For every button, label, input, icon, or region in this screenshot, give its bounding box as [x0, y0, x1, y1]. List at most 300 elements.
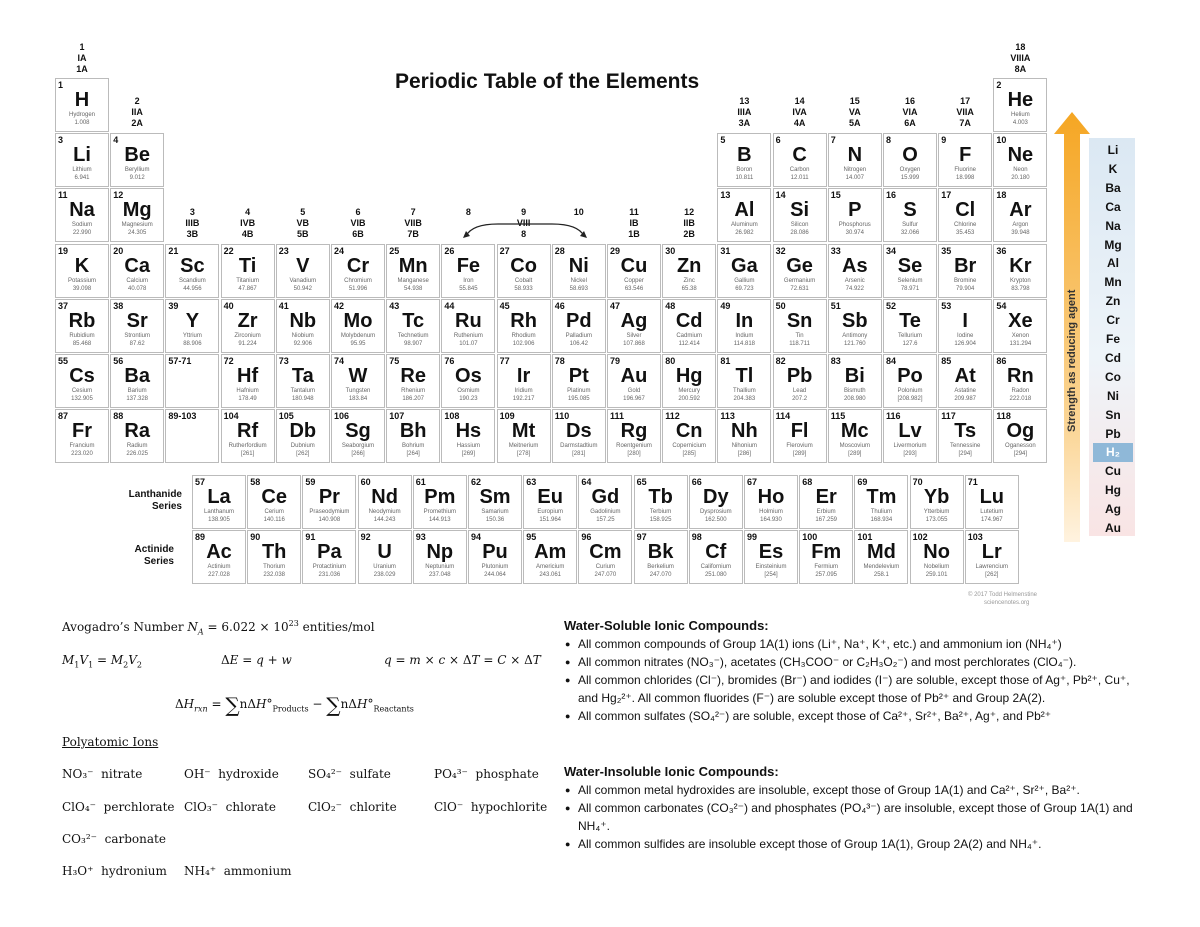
atomic-number: 54 [996, 300, 1007, 311]
element-symbol: Er [815, 486, 837, 508]
element-Al [717, 188, 771, 242]
activity-item-Li: Li [1107, 143, 1119, 157]
group-header-11 [609, 207, 659, 240]
element-name: Lawrencium [975, 564, 1008, 570]
element-symbol: No [923, 541, 950, 563]
atomic-mass: 6.941 [74, 175, 90, 182]
element-Rn [993, 354, 1047, 408]
atomic-mass: 247.070 [649, 572, 672, 578]
element-Ba [110, 354, 164, 408]
soluble-heading: Water-Soluble Ionic Compounds: [564, 618, 769, 633]
element-V [276, 244, 330, 298]
element-name: Iridium [514, 388, 533, 394]
atomic-mass: 28.086 [790, 230, 809, 237]
atomic-mass: 85.468 [72, 340, 92, 347]
atomic-mass: 178.49 [238, 396, 257, 402]
element-La [192, 475, 246, 529]
element-Ga [717, 244, 771, 298]
element-symbol: Na [69, 199, 95, 222]
activity-item-Ag: Ag [1105, 502, 1121, 517]
element-Og [993, 409, 1047, 463]
element-symbol: Tb [648, 486, 673, 508]
atomic-number: 51 [830, 300, 841, 311]
element-name: Rutherfordium [228, 443, 267, 450]
element-name: Roentgenium [616, 443, 652, 450]
atomic-mass: 186.207 [402, 396, 425, 402]
atomic-number: 65 [636, 477, 647, 487]
element-Rf [221, 409, 275, 463]
element-name: Technetium [397, 332, 429, 339]
atomic-mass: [262] [985, 572, 999, 578]
element-name: Phosphorus [838, 222, 871, 229]
atomic-mass: 72.631 [790, 285, 809, 292]
atomic-number: 85 [941, 356, 952, 366]
group-header-line: 5B [297, 229, 309, 239]
ion-name: chlorate [225, 800, 276, 814]
atomic-mass: 174.967 [980, 517, 1003, 523]
atomic-mass: [261] [240, 451, 255, 458]
polyatomic-ion [184, 800, 276, 814]
atomic-number: 84 [886, 356, 897, 366]
element-Ds [552, 409, 606, 463]
element-name: Neodymium [368, 509, 401, 515]
element-symbol: Nh [731, 420, 758, 443]
element-symbol: Fr [72, 420, 92, 443]
element-name: Nitrogen [843, 167, 867, 174]
element-name: Berkelium [647, 564, 674, 570]
atomic-mass: 63.546 [624, 285, 644, 292]
atomic-number: 16 [886, 190, 897, 201]
element-S [883, 188, 937, 242]
group-header-line: 1 [79, 42, 85, 52]
atomic-mass: 126.904 [954, 340, 977, 347]
atomic-mass: 138.905 [208, 517, 230, 523]
polyatomic-ion [62, 767, 142, 781]
activity-item-Hg: Hg [1105, 483, 1121, 498]
atomic-number: 22 [223, 245, 234, 256]
element-F [938, 133, 992, 187]
element-name: Niobium [291, 332, 314, 339]
element-Tb [634, 475, 688, 529]
atomic-mass: 200.592 [678, 396, 701, 402]
atomic-number: 18 [996, 190, 1007, 201]
atomic-number: 58 [250, 477, 261, 487]
element-name: Hafnium [236, 388, 259, 394]
group-header-3 [167, 207, 217, 240]
element-name: Beryllium [124, 167, 150, 174]
group-header-line: 5A [849, 118, 861, 128]
element-name: Einsteinium [755, 564, 787, 570]
atomic-number: 105 [278, 411, 294, 422]
insoluble-heading: Water-Insoluble Ionic Compounds: [564, 764, 779, 779]
element-symbol: Os [455, 365, 482, 387]
atomic-mass: 30.974 [845, 230, 864, 237]
element-Cf [689, 530, 743, 584]
atomic-number: 46 [554, 300, 565, 311]
group-header-line: VIIIA [1010, 53, 1031, 63]
group-header-line: IIIB [185, 218, 200, 228]
element-name: Platinum [567, 388, 591, 394]
element-name: Indium [735, 332, 754, 339]
element-name: Radon [1011, 388, 1030, 394]
atomic-mass: 238.029 [373, 572, 396, 578]
atomic-mass: 121.760 [843, 340, 866, 347]
element-name: Nobelium [923, 564, 950, 570]
element-Cn [662, 409, 716, 463]
element-Cr [331, 244, 385, 298]
element-symbol: Gd [591, 486, 620, 508]
element-symbol: Te [899, 309, 921, 332]
atomic-number: 23 [278, 245, 289, 256]
element-symbol: Yb [923, 486, 950, 508]
atomic-mass: 58.693 [569, 285, 588, 292]
atomic-number: 26 [444, 245, 455, 256]
actinide-series-label: Actinide Series [134, 544, 174, 567]
element-name: Mendelevium [863, 564, 900, 570]
element-Es [744, 530, 798, 584]
atomic-number: 47 [610, 300, 621, 311]
polyatomic-heading: Polyatomic Ions [62, 735, 159, 749]
element-Zn [662, 244, 716, 298]
atomic-number: 11 [58, 190, 68, 201]
atomic-number: 39 [168, 300, 179, 311]
element-symbol: Mg [122, 199, 152, 222]
element-Mn [386, 244, 440, 298]
atomic-mass: 22.990 [72, 230, 92, 237]
element-name: Iron [463, 277, 474, 284]
atomic-number: 1 [58, 80, 64, 90]
element-symbol: Ne [1007, 144, 1034, 167]
atomic-number: 88 [113, 411, 124, 422]
element-N [828, 133, 882, 187]
atomic-mass: 237.048 [428, 572, 451, 578]
atomic-number: 60 [360, 477, 371, 487]
atomic-mass: 74.922 [845, 285, 864, 292]
element-name: Gold [627, 388, 641, 394]
element-name: Thallium [733, 388, 756, 394]
atomic-number: 19 [58, 245, 69, 256]
element-symbol: Au [620, 365, 648, 387]
atomic-number: 32 [775, 245, 786, 256]
group-header-line: 14 [794, 96, 805, 106]
element-symbol: Ho [757, 486, 785, 508]
ion-name: nitrate [101, 767, 143, 781]
element-symbol: Bh [399, 420, 427, 443]
element-name: Tin [795, 332, 804, 339]
element-name: Chlorine [954, 222, 977, 229]
group-header-17 [940, 96, 990, 129]
element-Nb [276, 299, 330, 353]
atomic-mass: 79.904 [956, 285, 975, 292]
element-Sn [773, 299, 827, 353]
element-symbol: V [296, 254, 310, 277]
atomic-number: 101 [857, 532, 873, 542]
element-Eu [523, 475, 577, 529]
group-header-4 [223, 207, 273, 240]
element-name: Xenon [1011, 332, 1030, 339]
element-name: Nihonium [731, 443, 758, 450]
element-name: Plutonium [481, 564, 509, 570]
activity-item-Ni: Ni [1107, 388, 1119, 403]
element-Ac [192, 530, 246, 584]
element-symbol: Lr [981, 541, 1002, 563]
group-header-line: 3 [189, 207, 195, 217]
group-header-line: VB [296, 218, 310, 228]
element-symbol: Rb [68, 309, 96, 332]
element-symbol: Bi [844, 365, 865, 387]
atomic-number: 73 [278, 356, 289, 366]
group-header-line: VIIB [404, 218, 422, 228]
element-symbol: Zn [676, 254, 702, 277]
atomic-mass: 190.23 [459, 396, 478, 402]
soluble-rule: ● All common compounds of Group 1A(1) ions (Li⁺, Na⁺, K⁺, etc.) and ammonium ion (NH₄⁺) [578, 635, 1134, 653]
element-Tm [854, 475, 908, 529]
element-name: Molybdenum [340, 332, 376, 339]
element-name: Dysprosium [699, 509, 732, 515]
element-symbol: Ca [124, 254, 150, 277]
ion-name: sulfate [349, 767, 391, 781]
element-symbol: Ce [261, 486, 287, 508]
atomic-number: 21 [168, 245, 179, 256]
element-name: Magnesium [121, 222, 153, 229]
atomic-mass: 65.38 [681, 285, 697, 292]
element-name: Bohrium [402, 443, 425, 450]
atomic-number: 95 [526, 532, 537, 542]
activity-item-Na: Na [1105, 218, 1121, 233]
group-header-line: 16 [904, 96, 915, 106]
polyatomic-ion [62, 800, 175, 814]
element-name: Fluorine [954, 167, 977, 174]
group-header-line: 13 [739, 96, 750, 106]
element-name: Gallium [734, 277, 755, 284]
ion-name: hydronium [101, 864, 167, 878]
element-name: Mercury [678, 388, 701, 394]
group-header-7 [388, 207, 438, 240]
element-symbol: Am [534, 541, 567, 563]
atomic-number: 59 [305, 477, 316, 487]
atomic-number: 103 [967, 532, 983, 542]
atomic-number: 70 [912, 477, 923, 487]
element-name: Tungsten [345, 388, 371, 394]
atomic-number: 9 [941, 135, 947, 146]
atomic-number: 36 [996, 245, 1007, 256]
group-header-line: VIB [350, 218, 366, 228]
element-Md [854, 530, 908, 584]
element-name: Calcium [126, 277, 149, 284]
atomic-mass: 140.908 [318, 517, 341, 523]
element-name: Radium [126, 443, 148, 450]
atomic-number: 72 [223, 356, 234, 366]
element-symbol: Ba [124, 365, 150, 387]
element-symbol: Cl [955, 199, 976, 222]
element-Er [799, 475, 853, 529]
element-symbol: Tm [866, 486, 897, 508]
element-Sb [828, 299, 882, 353]
element-name: Cadmium [676, 332, 703, 339]
atomic-number: 40 [223, 300, 234, 311]
atomic-mass: 10.811 [735, 175, 754, 182]
soluble-rule: ● All common sulfates (SO₄²⁻) are soluble, except those of Ca²⁺, Sr²⁺, Ba²⁺, Ag⁺, and Pb²⁺ [578, 707, 1134, 725]
element-symbol: B [737, 144, 752, 167]
element-name: Zinc [683, 277, 695, 284]
group-header-12 [664, 207, 714, 240]
element-name: Seaborgium [341, 443, 375, 450]
atomic-mass: 87.62 [129, 340, 145, 347]
element-symbol: Og [1006, 420, 1035, 443]
soluble-rules [564, 618, 1134, 725]
element-Gd [578, 475, 632, 529]
element-symbol: Se [897, 254, 923, 277]
element-symbol: Ra [124, 420, 150, 443]
activity-item-Cu: Cu [1105, 464, 1121, 479]
element-Pu [468, 530, 522, 584]
atomic-mass: 4.003 [1012, 120, 1028, 126]
atomic-number: 27 [499, 245, 510, 256]
polyatomic-ion [184, 864, 292, 878]
dilution-equation: $M_1V_1 = M_2V_2$ [62, 653, 142, 670]
atomic-number: 12 [113, 190, 124, 201]
atomic-number: 64 [581, 477, 592, 487]
element-name: Barium [127, 388, 147, 394]
group-header-line: 2 [134, 96, 140, 106]
element-Te [883, 299, 937, 353]
atomic-number: 34 [886, 245, 897, 256]
element-symbol: Lu [979, 486, 1005, 508]
element-symbol: I [962, 309, 968, 332]
atomic-number: 38 [113, 300, 124, 311]
placeholder-range: 89-103 [168, 411, 197, 422]
atomic-mass: [278] [516, 451, 531, 458]
group-header-line: 6A [904, 118, 916, 128]
group-header-16 [885, 96, 935, 129]
atomic-number: 5 [720, 135, 726, 146]
atomic-mass: 26.982 [735, 230, 754, 237]
element-Bi [828, 354, 882, 408]
element-symbol: Bk [647, 541, 674, 563]
atomic-number: 80 [665, 356, 676, 366]
element-name: Yttrium [182, 332, 202, 339]
atomic-mass: 144.243 [373, 517, 396, 523]
element-symbol: Pm [424, 486, 456, 508]
element-Li [55, 133, 109, 187]
atomic-number: 63 [526, 477, 537, 487]
element-H [55, 78, 109, 132]
element-Dy [689, 475, 743, 529]
atomic-mass: 226.025 [126, 451, 149, 458]
element-Fl [773, 409, 827, 463]
ion-formula: ClO₂⁻ [308, 800, 343, 814]
element-Kr [993, 244, 1047, 298]
atomic-number: 7 [830, 135, 836, 146]
atomic-number: 33 [830, 245, 841, 256]
group-header-line: IA [77, 53, 87, 63]
element-symbol: Ds [566, 420, 592, 443]
atomic-number: 75 [389, 356, 400, 366]
element-Pd [552, 299, 606, 353]
element-name: Aluminum [731, 222, 758, 229]
element-symbol: Sr [126, 309, 148, 332]
element-symbol: Pr [318, 486, 340, 508]
group-header-14 [775, 96, 825, 129]
atomic-number: 8 [886, 135, 892, 146]
atomic-number: 81 [720, 356, 731, 366]
atomic-number: 94 [471, 532, 482, 542]
element-symbol: F [959, 144, 972, 167]
element-symbol: Ni [568, 254, 589, 277]
element-Cd [662, 299, 716, 353]
atomic-number: 106 [334, 411, 350, 422]
element-name: Helium [1011, 112, 1030, 118]
element-name: Palladium [565, 332, 592, 339]
element-name: Lead [792, 388, 807, 394]
atomic-mass: [264] [406, 451, 420, 458]
atomic-mass: 50.942 [293, 285, 312, 292]
element-symbol: Co [510, 254, 537, 277]
element-name: Sulfur [902, 222, 918, 229]
element-name: Strontium [124, 332, 151, 339]
group-header-line: 10 [573, 207, 584, 217]
element-Ni [552, 244, 606, 298]
atomic-mass: 9.012 [129, 175, 145, 182]
atomic-number: 97 [636, 532, 647, 542]
element-symbol: Kr [1009, 254, 1032, 277]
element-symbol: At [954, 365, 976, 387]
element-symbol: Re [400, 365, 426, 387]
atomic-number: 100 [802, 532, 818, 542]
atomic-mass: 107.868 [623, 340, 645, 347]
atomic-number: 31 [720, 245, 731, 256]
group-header-6 [333, 207, 383, 240]
atomic-number: 104 [223, 411, 239, 422]
ion-formula: PO₄³⁻ [434, 767, 468, 781]
element-name: Rubidium [69, 332, 95, 339]
element-name: Fermium [814, 564, 839, 570]
group-header-line: 15 [849, 96, 860, 106]
atomic-number: 89 [195, 532, 206, 542]
element-name: Europium [537, 509, 564, 515]
atomic-mass: 51.996 [348, 285, 368, 292]
element-symbol: Ir [516, 365, 531, 387]
atomic-number: 91 [305, 532, 316, 542]
group-header-line: 7B [407, 229, 419, 239]
group-header-line: VIA [902, 107, 918, 117]
insoluble-rule: ● All common carbonates (CO₃²⁻) and phosphates (PO₄³⁻) are insoluble, except those of Group 1A(1) and NH₄⁺. [578, 799, 1134, 835]
atomic-mass: 20.180 [1011, 175, 1030, 182]
atomic-mass: [269] [461, 451, 476, 458]
element-name: Cesium [71, 388, 93, 394]
element-Np [413, 530, 467, 584]
atomic-mass: 106.42 [569, 340, 588, 347]
atomic-number: 99 [747, 532, 758, 542]
element-name: Americium [536, 564, 565, 570]
atomic-mass: [294] [1013, 451, 1028, 458]
element-symbol: P [848, 199, 862, 222]
element-Ho [744, 475, 798, 529]
element-Am [523, 530, 577, 584]
element-name: Carbon [789, 167, 810, 174]
element-Ca [110, 244, 164, 298]
element-symbol: Zr [237, 309, 258, 332]
avogadro-equation: Avogadro’s Number $N_A = 6.022 \times 10^{23}$ entities/mol [62, 619, 375, 637]
element-Mt [497, 409, 551, 463]
activity-item-Fe: Fe [1105, 332, 1120, 346]
ion-formula: NH₄⁺ [184, 864, 217, 878]
atomic-number: 86 [996, 356, 1007, 366]
placeholder-57-71 [165, 354, 219, 408]
atomic-number: 56 [113, 356, 124, 366]
element-symbol: He [1007, 89, 1034, 111]
activity-item-Al: Al [1107, 256, 1119, 271]
